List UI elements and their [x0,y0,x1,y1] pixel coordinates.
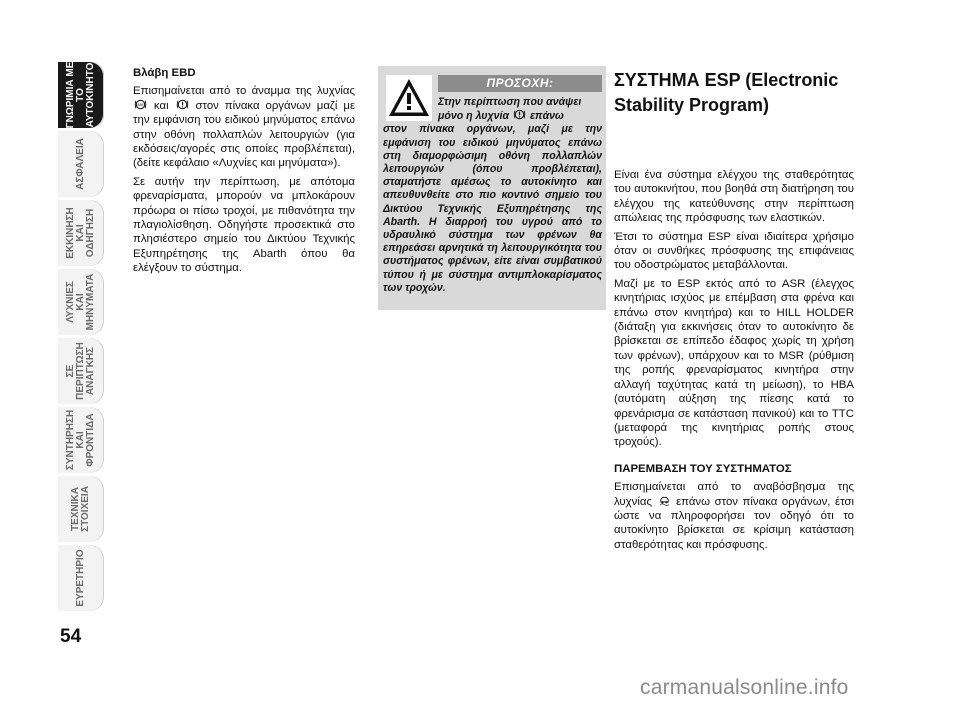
tab-label: ΛΥΧΝΙΕΣ ΚΑΙ ΜΗΝΥΜΑΤΑ [65,273,96,331]
tab-safety[interactable] [58,131,104,197]
esp-intervention-paragraph [614,480,854,552]
ebd-heading: Βλάβη EBD [133,67,196,79]
warning-line-2 [383,109,602,123]
tab-emergency[interactable] [58,338,104,404]
esp-warning-light-icon [658,495,671,506]
tab-lights-messages[interactable] [58,269,104,335]
tab-label: ΓΝΩΡΙΜΙΑ ΜΕ ΤΟ ΑΥΤΟΚΙΝΗΤΟ [65,61,96,129]
esp-paragraph-3: Μαζί με το ESP εκτός από το ASR (έλεγχος κινητήριας ισχύος με επέμβαση στα φρένα και επάνω στον κινητήρα) και το HILL HOLDER (διάταξη για εκκινήσεις όταν το αυτοκίνητο δε βρίσκεται σε επίπεδο έδαφος χωρίς τη χρήση των φρένων), υπάρχουν και το MSR (ρύθμιση της ροπής φρεναρίσματος κινητήρα στην αλλαγή ταχύτητας κατά τη μείωση), το HBA (αυτόματη αύξηση της πίεσης κατά το φρενάρισμα σε κατάσταση πανικού) και το TTC (μεταφορά της κινητήριας ροπής στους τροχούς). [614,277,854,449]
esp-paragraph-2: Έτσι το σύστημα ESP είναι ιδιαίτερα χρήσιμο όταν οι συνθήκες πρόσφυσης της επιφάνειας του οδοστρώματος μεταβάλλονται. [614,230,854,272]
tab-label: ΑΣΦΑΛΕΙΑ [75,138,86,190]
ebd-section [133,66,355,280]
tab-label: ΤΕΧΝΙΚΑ ΣΤΟΙΧΕΙΑ [70,486,91,532]
brake-warning-light-icon [513,109,526,120]
esp-title: ΣΥΣΤΗΜΑ ESP (Electronic Stability Program) [614,70,839,115]
tab-starting-driving[interactable] [58,200,104,266]
warning-title: ΠΡΟΣΟΧΗ: [438,75,602,92]
esp-section [614,168,854,556]
esp-text: Επισημαίνεται από το αναβόσβησμα της λυχνίας [614,481,854,508]
ebd-text: Επισημαίνεται από το άναμμα της λυχνίας [133,85,355,98]
esp-paragraph-1: Είναι ένα σύστημα ελέγχου της σταθερότητας του αυτοκινήτου, που βοηθά στη διατήρηση του ελέγχου της κατεύθυνσης στην περίπτωση απώλειας της πρόσφυσης των ελαστικών. [614,169,854,225]
page-number: 54 [60,626,82,647]
ebd-text: και [153,99,169,112]
tab-getting-to-know-car[interactable] [58,62,104,128]
watermark: carmanualsonline.info [640,676,849,699]
warning-text-part: επάνω [529,110,564,123]
warning-box [378,66,606,310]
abs-warning-light-icon [134,99,147,110]
tab-maintenance[interactable] [58,407,104,473]
esp-text: επάνω στον πίνακα οργάνων, έτσι ώστε να πληροφορήσει τον οδηγό ότι το αυτοκίνητο βρίσκεται σε κρίσιμη κατάσταση σταθερότητας και πρόσφυσης. [614,495,854,551]
warning-body: στον πίνακα οργάνων, μαζί με την εμφάνιση του ειδικού μηνύματος επάνω στη διαμορφώσιμη οθόνη πολλαπλών λειτουργιών (όπου προβλέπεται), σταματήστε αμέσως το αυτοκίνητο και απευθυνθείτε στο πιο κοντινό σημείο του Δικτύου Τεχνικής Εξυπηρέτησης της Abarth. Η διαρροή του υγρού από το υδραυλικό σύστημα των φρένων θα επηρεάσει αρνητικά τη λειτουργικότητα του συστήματος φρένων, είτε είναι συμβατικού τύπου ή με σύστημα αντιμπλοκαρίσματος των τροχών. [383,123,602,294]
esp-intervention-heading: ΠΑΡΕΜΒΑΣΗ ΤΟΥ ΣΥΣΤΗΜΑΤΟΣ [614,462,792,475]
tab-index[interactable] [58,545,104,611]
ebd-paragraph-2: Σε αυτήν την περίπτωση, με απότομα φρεναρίσματα, μπορούν να μπλοκάρουν πρόωρα οι πίσω τροχοί, με πιθανότητα την πλαγιολίσθηση. Οδηγήστε προσεκτικά στο πλησιέστερο σημείο του Δικτύου Τεχνικής Εξυπηρέτησης της Abarth όπου θα ελέγξουν το σύστημα. [133,175,355,275]
warning-text-part: μόνο η λυχνία [438,110,510,123]
tab-label: ΕΚΚΙΝΗΣΗ ΚΑΙ ΟΔΗΓΗΣΗ [65,207,96,259]
tab-technical-data[interactable] [58,476,104,542]
tab-label: ΣΕ ΠΕΡΙΠΤΩΣΗ ΑΝΑΓΚΗΣ [65,342,96,400]
tab-label: ΕΥΡΕΤΗΡΙΟ [75,549,86,607]
warning-line-1: Στην περίπτωση που ανάψει [438,96,582,108]
tab-label: ΣΥΝΤΗΡΗΣΗ ΚΑΙ ΦΡΟΝΤΙΔΑ [65,409,96,471]
ebd-text: στον πίνακα οργάνων μαζί με την εμφάνιση του ειδικού μηνύματος επάνω στην οθόνη πολλαπλών λειτουργιών (για εκδόσεις/αγορές στις οποίες προβλέπεται), (δείτε κεφάλαιο «Λυχνίες και μηνύματα»). [133,99,356,170]
warning-text [383,96,602,295]
brake-warning-light-icon [176,99,189,110]
svg-text:ABS: ABS [137,102,144,107]
ebd-paragraph-1 [133,84,355,170]
